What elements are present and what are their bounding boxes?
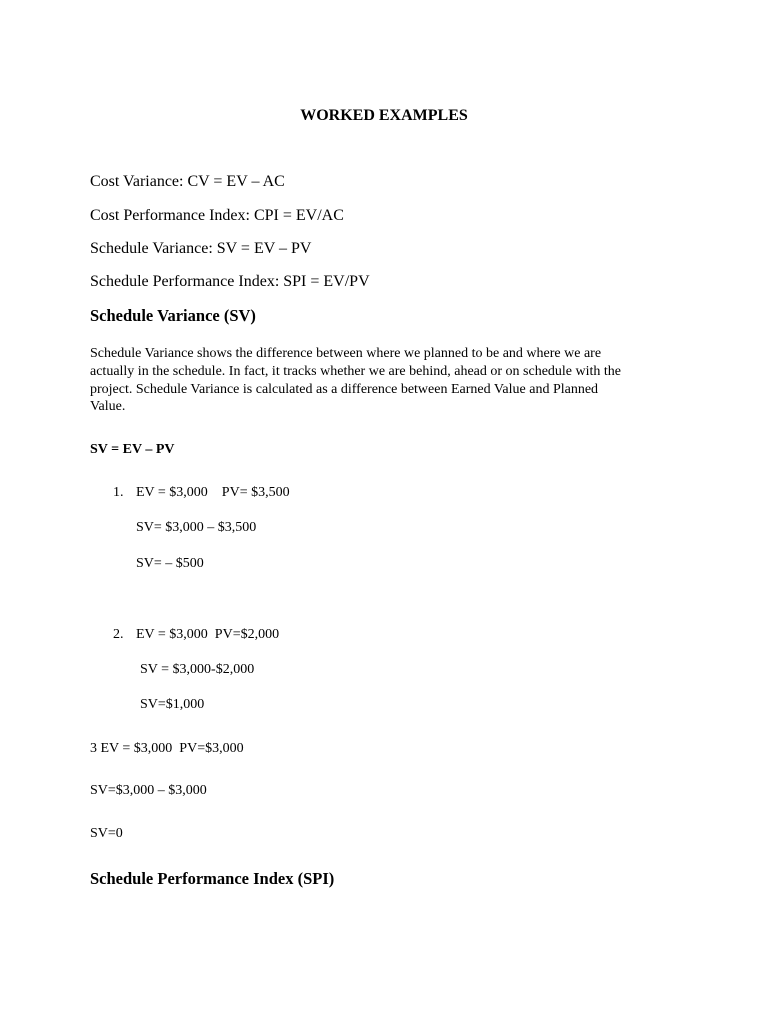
example-2-number: 2. bbox=[113, 627, 124, 642]
paragraph-line: Schedule Variance shows the difference between where we planned to be and where we are bbox=[90, 346, 602, 361]
paragraph-line: project. Schedule Variance is calculated as a difference between Earned Value and Planned bbox=[90, 381, 599, 397]
formula-schedule-variance: Schedule Variance: SV = EV – PV bbox=[90, 240, 312, 257]
sv-section-heading: Schedule Variance (SV) bbox=[90, 306, 256, 325]
example-3-values: 3 EV = $3,000 PV=$3,000 bbox=[90, 741, 244, 756]
example-2-calculation: SV = $3,000-$2,000 bbox=[140, 662, 255, 677]
formula-schedule-performance-index: Schedule Performance Index: SPI = EV/PV bbox=[90, 273, 370, 290]
sv-formula: SV = EV – PV bbox=[90, 442, 175, 457]
paragraph-line: Value. bbox=[90, 399, 126, 415]
example-1-result: SV= – $500 bbox=[136, 556, 204, 571]
example-3-calculation: SV=$3,000 – $3,000 bbox=[90, 783, 207, 798]
example-1-calculation: SV= $3,000 – $3,500 bbox=[136, 520, 257, 535]
example-1-values: EV = $3,000 PV= $3,500 bbox=[136, 485, 290, 500]
formula-cost-performance-index: Cost Performance Index: CPI = EV/AC bbox=[90, 207, 344, 224]
spi-section-heading: Schedule Performance Index (SPI) bbox=[90, 869, 335, 888]
example-2-values: EV = $3,000 PV=$2,000 bbox=[136, 627, 280, 642]
formula-cost-variance: Cost Variance: CV = EV – AC bbox=[90, 173, 285, 190]
document-title: WORKED EXAMPLES bbox=[300, 107, 468, 124]
example-3-result: SV=0 bbox=[90, 826, 123, 841]
paragraph-line: actually in the schedule. In fact, it tracks whether we are behind, ahead or on schedule with the bbox=[90, 363, 622, 379]
sv-description-paragraph bbox=[90, 345, 680, 416]
example-1-number: 1. bbox=[113, 485, 124, 500]
example-2-result: SV=$1,000 bbox=[140, 697, 205, 712]
